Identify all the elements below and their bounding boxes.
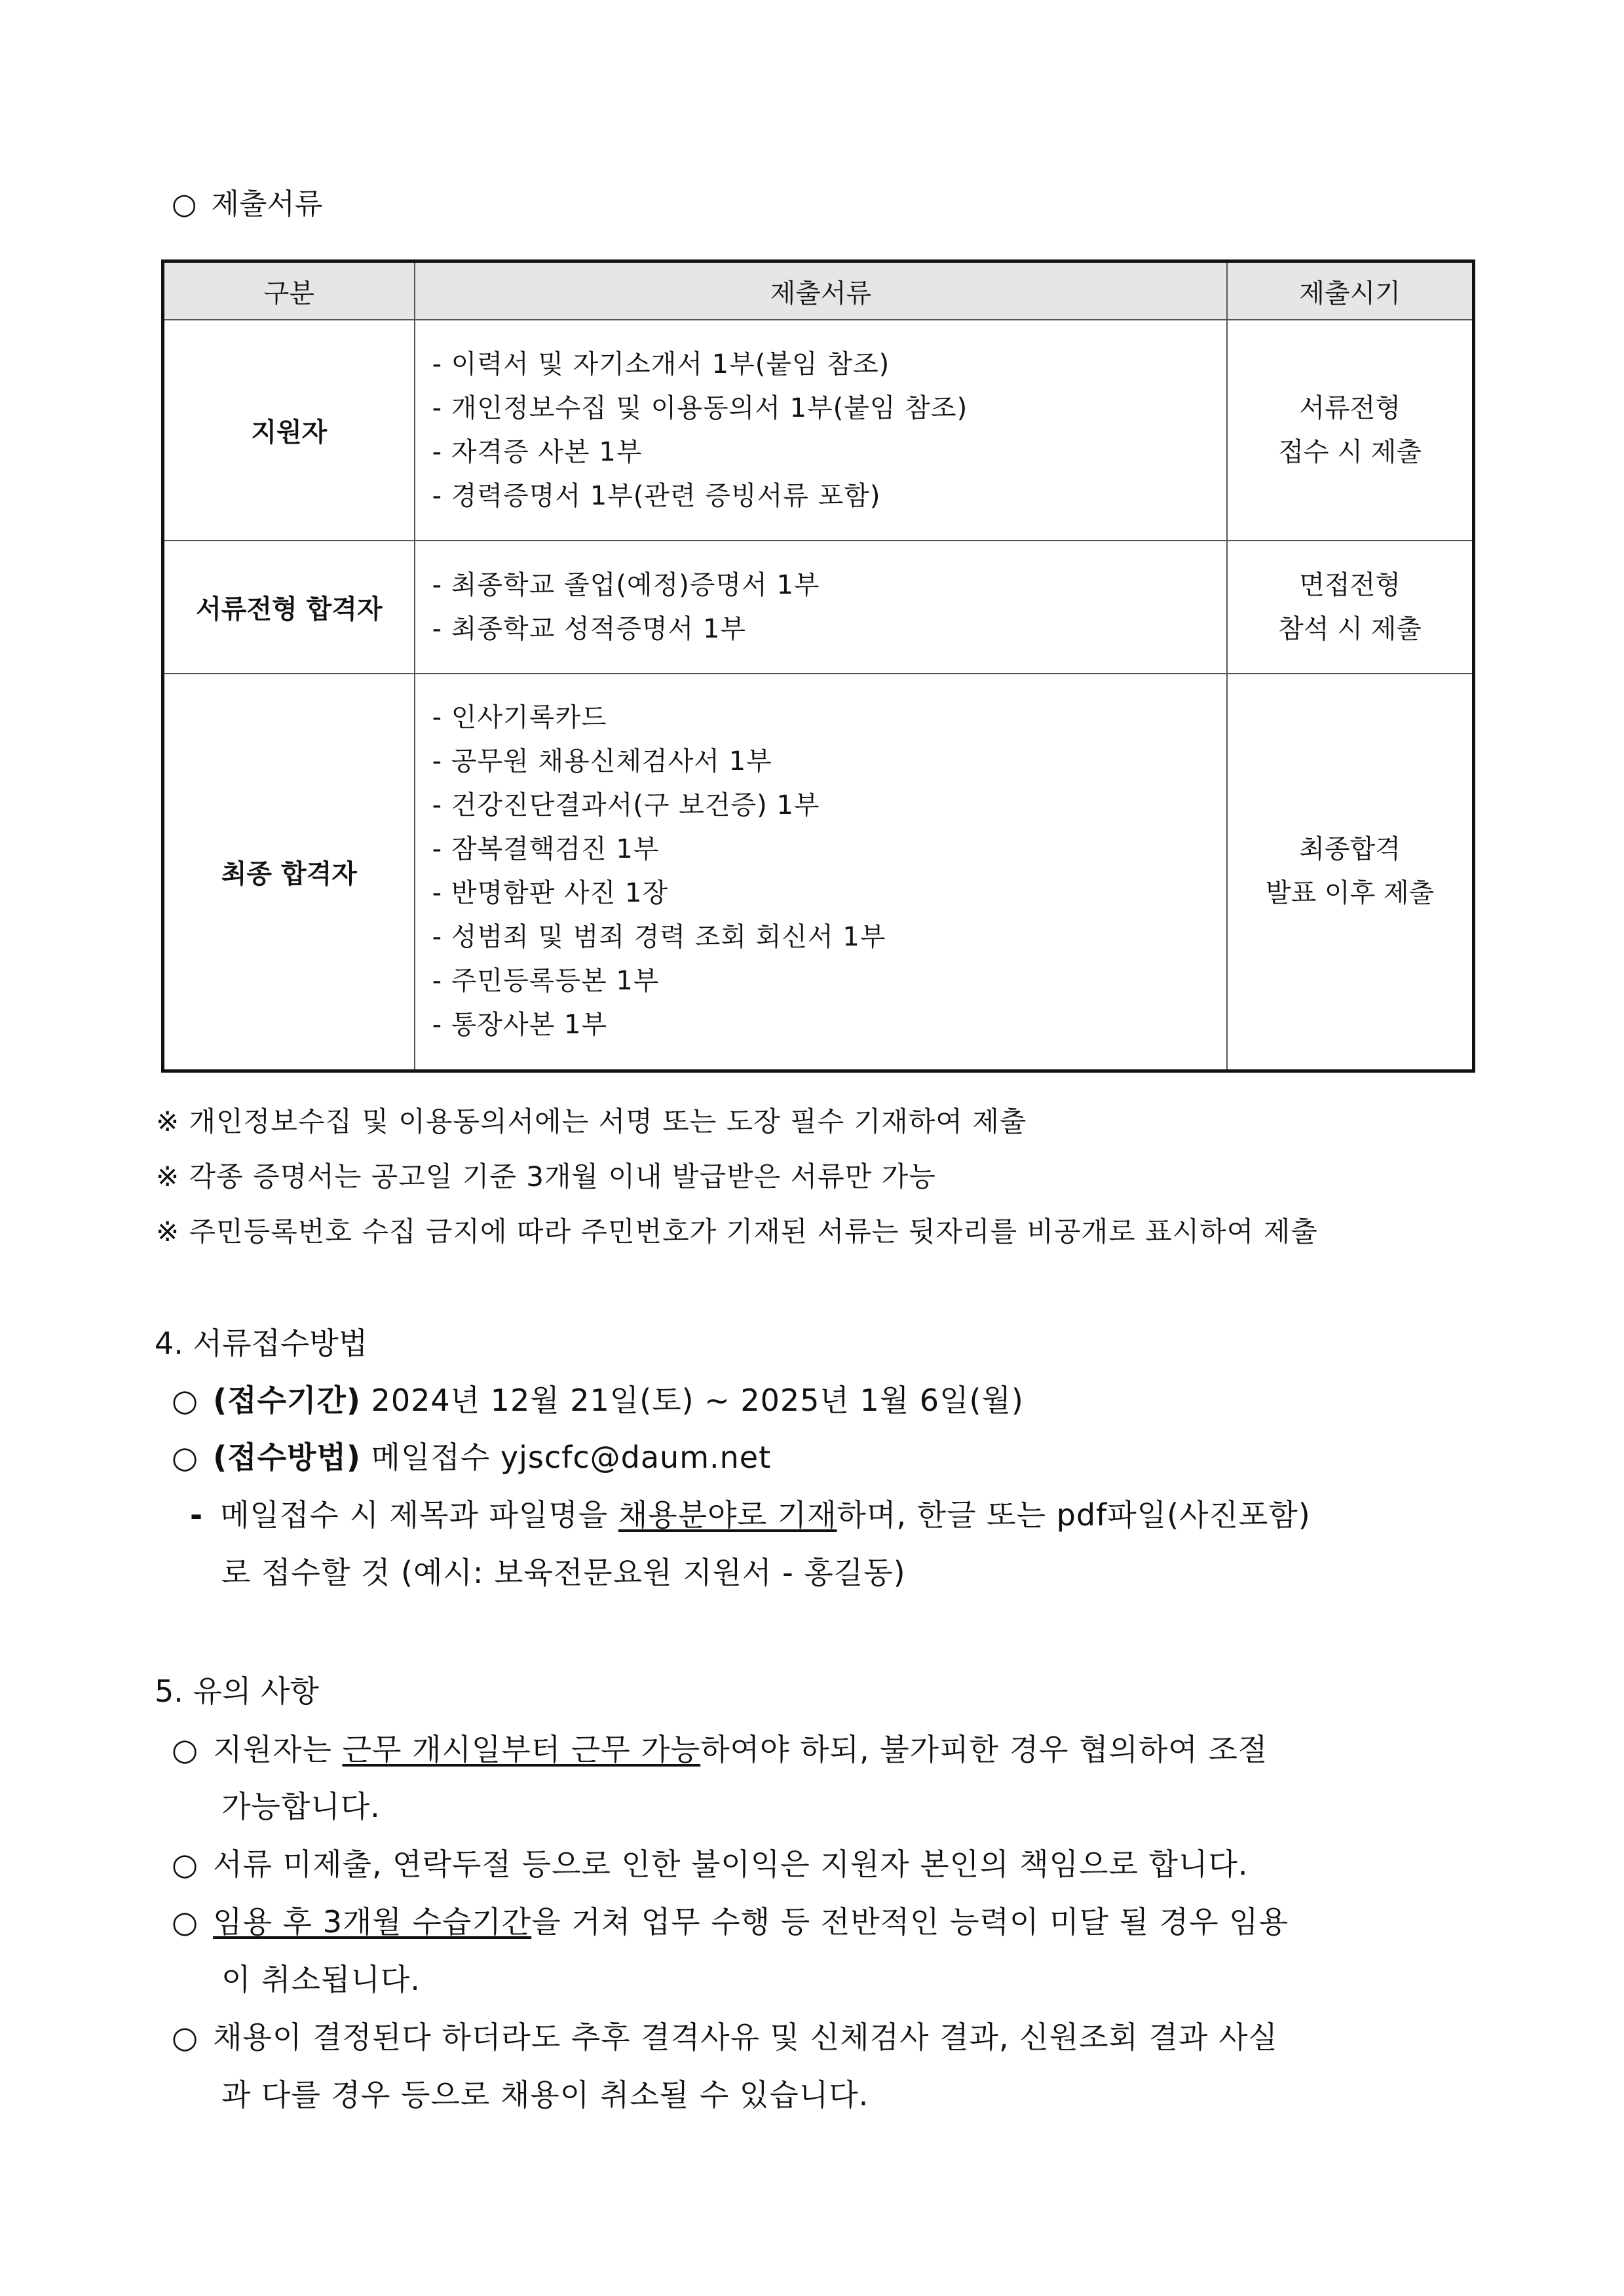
item1-underline: 근무 개시일부터 근무 가능 xyxy=(342,1732,701,1767)
row-documents xyxy=(415,320,1228,541)
circle-bullet-icon: ○ xyxy=(172,1904,199,1940)
documents-heading xyxy=(172,185,322,224)
item3-underline: 임용 후 3개월 수습기간 xyxy=(213,1904,532,1940)
documents-heading-text: 제출서류 xyxy=(211,187,323,221)
table-header-row xyxy=(163,261,1474,320)
dash-bullet: - xyxy=(190,1497,204,1533)
document-item: - 인사기록카드 xyxy=(432,702,607,733)
notes-block xyxy=(156,1094,1318,1259)
document-item: - 통장사본 1부 xyxy=(432,1010,608,1041)
item1-pre: 지원자는 xyxy=(213,1732,343,1767)
document-item: - 최종학교 졸업(예정)증명서 1부 xyxy=(432,569,820,600)
method-text: 메일접수 yjscfc@daum.net xyxy=(360,1440,772,1475)
note-line: ※ 개인정보수집 및 이용동의서에는 서명 또는 도장 필수 기재하여 제출 xyxy=(156,1105,1027,1138)
circle-bullet-icon: ○ xyxy=(172,1732,199,1767)
detail-pre: 메일접수 시 제목과 파일명을 xyxy=(220,1497,618,1533)
row-documents xyxy=(415,674,1228,1071)
row-timing xyxy=(1227,541,1473,674)
item2-text: 서류 미제출, 연락두절 등으로 인한 불이익은 지원자 본인의 책임으로 합니다. xyxy=(213,1846,1249,1882)
timing-line: 면접전형 xyxy=(1299,569,1401,600)
header-category: 구분 xyxy=(163,261,415,320)
circle-bullet-icon: ○ xyxy=(172,1846,199,1882)
timing-line: 참석 시 제출 xyxy=(1278,613,1422,644)
period-text: 2024년 12월 21일(토) ~ 2025년 1월 6일(월) xyxy=(360,1383,1024,1418)
table-row-final-passer xyxy=(163,674,1474,1071)
document-item: - 자격증 사본 1부 xyxy=(432,436,643,467)
circle-bullet-icon: ○ xyxy=(172,1440,199,1475)
row-timing xyxy=(1227,674,1473,1071)
detail-post: 하며, 한글 또는 pdf파일(사진포함) xyxy=(837,1497,1311,1533)
table-row-document-passer xyxy=(163,541,1474,674)
documents-table xyxy=(161,259,1475,1073)
document-item: - 잠복결핵검진 1부 xyxy=(432,834,660,865)
table-row-applicant xyxy=(163,320,1474,541)
detail-underline: 채용분야로 기재 xyxy=(618,1497,837,1533)
section4-period xyxy=(172,1381,1024,1420)
section4-title: 4. 서류접수방법 xyxy=(155,1326,368,1361)
document-item: - 경력증명서 1부(관련 증빙서류 포함) xyxy=(432,480,881,511)
document-item: - 공무원 채용신체검사서 1부 xyxy=(432,746,772,777)
header-timing: 제출시기 xyxy=(1227,261,1473,320)
method-label: (접수방법) xyxy=(213,1440,361,1475)
timing-line: 접수 시 제출 xyxy=(1278,436,1422,467)
timing-line: 최종합격 xyxy=(1299,834,1401,865)
section5-item4-line2: 과 다를 경우 등으로 채용이 취소될 수 있습니다. xyxy=(221,2077,869,2113)
section4-method xyxy=(172,1438,771,1477)
document-item: - 최종학교 성적증명서 1부 xyxy=(432,613,747,644)
section5-item2 xyxy=(172,1845,1249,1884)
timing-line: 발표 이후 제출 xyxy=(1265,878,1435,909)
item4-text: 채용이 결정된다 하더라도 추후 결격사유 및 신체검사 결과, 신원조회 결과 사실 xyxy=(213,2019,1278,2055)
section5-item1-line2: 가능합니다. xyxy=(221,1789,381,1824)
item3-post: 을 거쳐 업무 수행 등 전반적인 능력이 미달 될 경우 임용 xyxy=(531,1904,1289,1940)
document-item: - 이력서 및 자기소개서 1부(붙임 참조) xyxy=(432,349,890,379)
note-line: ※ 각종 증명서는 공고일 기준 3개월 이내 발급받은 서류만 가능 xyxy=(156,1160,936,1193)
note-line: ※ 주민등록번호 수집 금지에 따라 주민번호가 기재된 서류는 뒷자리를 비공개로 표시하여 제출 xyxy=(156,1215,1318,1248)
section5-item1-line1 xyxy=(172,1730,1268,1769)
item1-post: 하여야 하되, 불가피한 경우 협의하여 조절 xyxy=(700,1732,1268,1767)
section4-detail-line1 xyxy=(190,1495,1311,1535)
document-item: - 개인정보수집 및 이용동의서 1부(붙임 참조) xyxy=(432,392,968,423)
row-documents xyxy=(415,541,1228,674)
row-category: 최종 합격자 xyxy=(163,674,415,1071)
section5-title: 5. 유의 사항 xyxy=(155,1674,319,1709)
row-timing xyxy=(1227,320,1473,541)
circle-bullet-icon: ○ xyxy=(172,2019,199,2055)
section5-item3-line2: 이 취소됩니다. xyxy=(221,1962,421,1997)
document-item: - 건강진단결과서(구 보건증) 1부 xyxy=(432,790,820,821)
circle-bullet-icon: ○ xyxy=(172,1383,199,1418)
document-item: - 반명함판 사진 1장 xyxy=(432,878,669,909)
section5-item4-line1 xyxy=(172,2018,1278,2057)
section5-item3-line1 xyxy=(172,1902,1289,1942)
document-item: - 주민등록등본 1부 xyxy=(432,966,660,997)
document-item: - 성범죄 및 범죄 경력 조회 회신서 1부 xyxy=(432,922,886,953)
row-category: 지원자 xyxy=(163,320,415,541)
section4-detail-line2: 로 접수할 것 (예시: 보육전문요원 지원서 - 홍길동) xyxy=(221,1555,906,1590)
header-documents: 제출서류 xyxy=(415,261,1228,320)
row-category: 서류전형 합격자 xyxy=(163,541,415,674)
circle-bullet-icon: ○ xyxy=(172,187,197,221)
timing-line: 서류전형 xyxy=(1299,392,1401,423)
period-label: (접수기간) xyxy=(213,1383,361,1418)
